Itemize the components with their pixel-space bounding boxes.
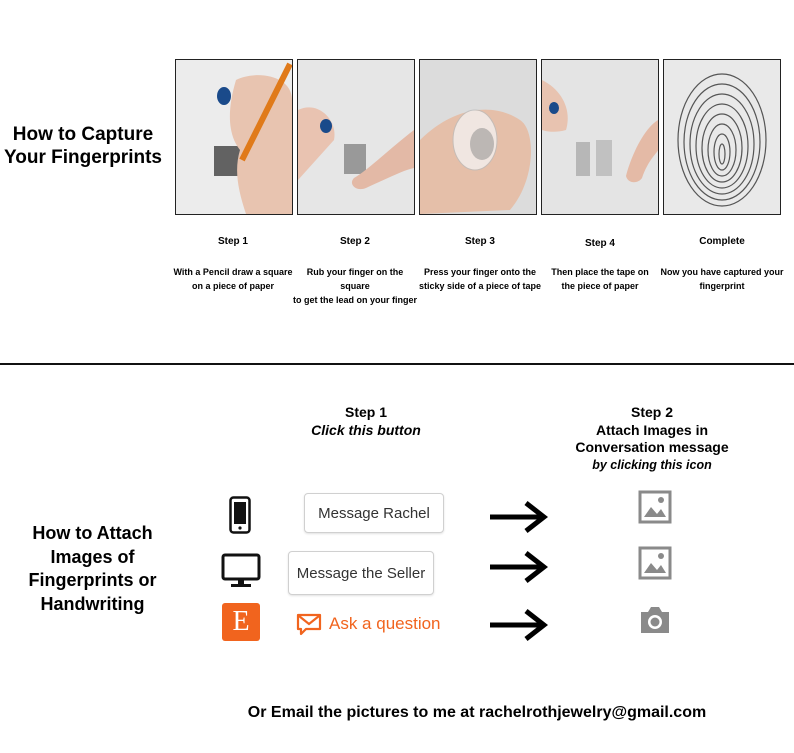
step3-photo: [419, 59, 537, 215]
image-icon[interactable]: [638, 546, 672, 585]
step3-label: Step 3: [464, 236, 495, 247]
image-icon[interactable]: [638, 490, 672, 529]
email-footer: Or Email the pictures to me at rachelrothjewelry@gmail.com: [247, 704, 707, 721]
step2-photo: [297, 59, 415, 215]
attach-title: How to Attach Images of Fingerprints or Handwriting: [28, 523, 157, 614]
step4-description: Then place the tape on the piece of paper: [551, 267, 649, 291]
envelope-icon: [296, 612, 322, 636]
arrow-right-icon: [488, 550, 548, 589]
camera-icon[interactable]: [638, 604, 672, 641]
ask-a-question-link[interactable]: Ask a question: [296, 612, 441, 636]
step1-header: Step 1 Click this button: [311, 404, 421, 438]
complete-label: Complete: [699, 236, 745, 247]
arrow-right-icon: [488, 608, 548, 647]
step2-header: Step 2 Attach Images in Conversation message by clicking this icon: [575, 404, 729, 472]
complete-description: Now you have captured your fingerprint: [660, 267, 784, 291]
step3-description: Press your finger onto the sticky side of a piece of tape: [418, 267, 542, 291]
arrow-right-icon: [488, 500, 548, 539]
desktop-monitor-icon: [221, 553, 261, 594]
capture-title: How to Capture Your Fingerprints: [4, 124, 162, 168]
step2-description: Rub your finger on the square to get the lead on your finger: [293, 267, 418, 305]
step1-photo: [175, 59, 293, 215]
step4-photo: [541, 59, 659, 215]
step1-label: Step 1: [217, 236, 248, 247]
etsy-logo-icon: E: [222, 603, 260, 641]
step1-description: With a Pencil draw a square on a piece of paper: [173, 267, 293, 291]
message-rachel-button[interactable]: Message Rachel: [304, 493, 444, 533]
step4-label: Step 4: [584, 238, 615, 249]
mobile-phone-icon: [229, 496, 251, 539]
message-the-seller-button[interactable]: Message the Seller: [288, 551, 434, 595]
step2-label: Step 2: [339, 236, 370, 247]
fingerprint-photo: [663, 59, 781, 215]
section-divider: [0, 363, 794, 365]
